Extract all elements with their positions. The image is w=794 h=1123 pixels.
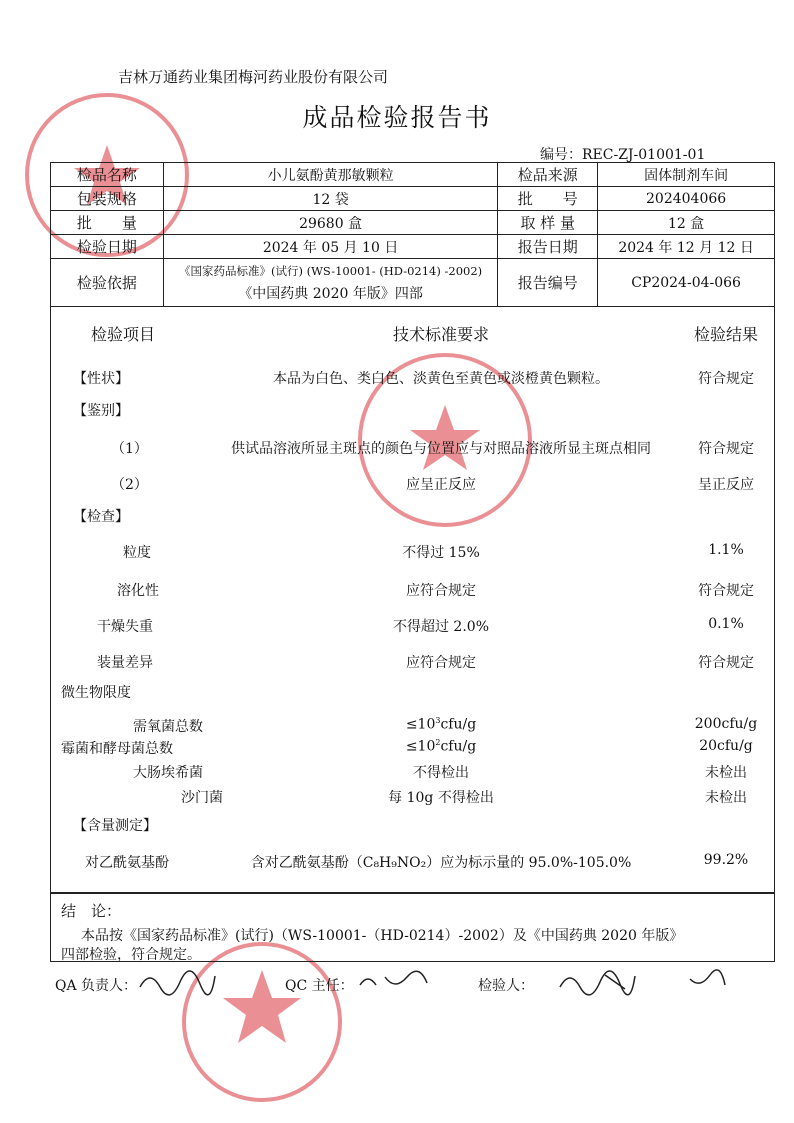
test-item: 干燥失重 bbox=[97, 619, 153, 635]
test-item: （2） bbox=[111, 477, 148, 493]
test-item: （1） bbox=[111, 441, 148, 457]
label: 报告编号 bbox=[498, 259, 598, 307]
test-item: 霉菌和酵母菌总数 bbox=[61, 741, 173, 757]
company-name: 吉林万通药业集团梅河药业股份有限公司 bbox=[118, 68, 389, 86]
standard-exponent: 3 bbox=[435, 716, 441, 725]
basis-line1: 《国家药品标准》(试行) (WS-10001- (HD-0214) -2002) bbox=[179, 263, 483, 278]
result-row bbox=[51, 652, 776, 674]
result-row bbox=[51, 616, 776, 638]
test-item: 微生物限度 bbox=[61, 685, 131, 701]
label: 检品名称 bbox=[51, 163, 164, 187]
standard bbox=[191, 738, 691, 755]
test-item: 需氧菌总数 bbox=[133, 719, 203, 735]
result: 0.1% bbox=[708, 616, 744, 632]
result: 200cfu/g bbox=[694, 716, 758, 732]
conclusion bbox=[50, 893, 775, 962]
result-row bbox=[51, 762, 776, 784]
standard: 每 10g 不得检出 bbox=[388, 790, 494, 806]
label: 检验依据 bbox=[51, 259, 164, 307]
label: 取 样 量 bbox=[498, 211, 598, 235]
package: 12 袋 bbox=[163, 187, 497, 211]
test-item: 【检查】 bbox=[73, 509, 129, 525]
test-item: 大肠埃希菌 bbox=[133, 765, 203, 781]
result: 符合规定 bbox=[698, 655, 754, 671]
test-item: 【鉴别】 bbox=[73, 403, 129, 419]
conclusion-label: 结 论： bbox=[61, 902, 122, 920]
test-item: 沙门菌 bbox=[181, 790, 223, 806]
result-row bbox=[51, 438, 776, 460]
column-headers bbox=[51, 322, 776, 344]
conclusion-line1: 本品按《国家药品标准》(试行)（WS-10001-（HD-0214）-2002）及《中国药典 2020 年版》 bbox=[81, 928, 684, 944]
standard-prefix: ≤10 bbox=[405, 716, 436, 733]
standard: 本品为白色、类白色、淡黄色至黄色或淡橙黄色颗粒。 bbox=[273, 371, 609, 387]
result: 1.1% bbox=[708, 542, 744, 558]
result-row bbox=[51, 787, 776, 809]
col-item: 检验项目 bbox=[91, 325, 156, 344]
label: 报告日期 bbox=[498, 235, 598, 259]
standard-exponent: 2 bbox=[435, 738, 441, 747]
result: 符合规定 bbox=[698, 371, 754, 387]
standard: 应符合规定 bbox=[406, 583, 476, 599]
standard: 不得过 15% bbox=[402, 545, 480, 561]
standard: 供试品溶液所显主斑点的颜色与位置应与对照品溶液所显主斑点相同 bbox=[231, 441, 651, 457]
batch-qty: 29680 盒 bbox=[163, 211, 497, 235]
col-standard: 技术标准要求 bbox=[392, 325, 489, 344]
result: 20cfu/g bbox=[699, 738, 753, 754]
standard: 不得检出 bbox=[413, 765, 469, 781]
test-item: 对乙酰氨基酚 bbox=[85, 855, 169, 871]
test-item: 溶化性 bbox=[117, 583, 159, 599]
result-row bbox=[51, 580, 776, 602]
result: 99.2% bbox=[703, 852, 749, 868]
standard-unit: cfu/g bbox=[440, 738, 477, 755]
result-row bbox=[51, 506, 776, 528]
source: 固体制剂车间 bbox=[598, 163, 775, 187]
result: 符合规定 bbox=[698, 583, 754, 599]
result-row bbox=[51, 542, 776, 564]
stamp-inspection-report bbox=[180, 940, 345, 1105]
document-number: 编号：REC-ZJ-01001-01 bbox=[540, 147, 706, 163]
handwritten-signatures bbox=[135, 967, 775, 997]
standard: 应呈正反应 bbox=[406, 477, 476, 493]
product-name: 小儿氨酚黄那敏颗粒 bbox=[163, 163, 497, 187]
result-row bbox=[51, 368, 776, 390]
standard: 应符合规定 bbox=[406, 655, 476, 671]
test-item: 装量差异 bbox=[97, 655, 153, 671]
label: 批 量 bbox=[51, 211, 164, 235]
test-date: 2024 年 05 月 10 日 bbox=[163, 235, 497, 259]
result-row bbox=[51, 815, 776, 837]
standard-prefix: ≤10 bbox=[405, 738, 436, 755]
qa-label: QA 负责人： bbox=[55, 978, 138, 994]
result-row bbox=[51, 852, 776, 874]
basis-line2: 《中国药典 2020 年版》四部 bbox=[238, 285, 423, 302]
standard bbox=[191, 716, 691, 733]
result-row bbox=[51, 474, 776, 496]
document-title: 成品检验报告书 bbox=[302, 103, 492, 132]
label: 检品来源 bbox=[498, 163, 598, 187]
result: 未检出 bbox=[705, 790, 747, 806]
result-row bbox=[51, 400, 776, 422]
standard: 含对乙酰氨基酚（C₈H₉NO₂）应为标示量的 95.0%-105.0% bbox=[250, 855, 632, 871]
result: 符合规定 bbox=[698, 441, 754, 457]
result-row bbox=[51, 682, 776, 704]
label: 包装规格 bbox=[51, 187, 164, 211]
col-result: 检验结果 bbox=[693, 325, 758, 344]
inspector-label: 检验人： bbox=[478, 978, 534, 994]
standard: 不得超过 2.0% bbox=[392, 619, 490, 635]
test-item: 【性状】 bbox=[73, 371, 129, 387]
standard-unit: cfu/g bbox=[440, 716, 477, 733]
batch-no: 202404066 bbox=[598, 187, 775, 211]
results-section bbox=[50, 306, 775, 893]
report-date: 2024 年 12 月 12 日 bbox=[598, 235, 775, 259]
result: 未检出 bbox=[705, 765, 747, 781]
report-no: CP2024-04-066 bbox=[598, 259, 775, 307]
result-row bbox=[51, 716, 776, 738]
header-table bbox=[50, 162, 775, 307]
sample-qty: 12 盒 bbox=[598, 211, 775, 235]
label: 检验日期 bbox=[51, 235, 164, 259]
basis bbox=[163, 259, 497, 307]
test-item: 【含量测定】 bbox=[73, 818, 157, 834]
qc-label: QC 主任： bbox=[285, 978, 354, 994]
result: 呈正反应 bbox=[698, 477, 754, 493]
conclusion-line2: 四部检验，符合规定。 bbox=[61, 947, 201, 963]
label: 批 号 bbox=[498, 187, 598, 211]
result-row bbox=[51, 738, 776, 760]
test-item: 粒度 bbox=[123, 545, 151, 561]
